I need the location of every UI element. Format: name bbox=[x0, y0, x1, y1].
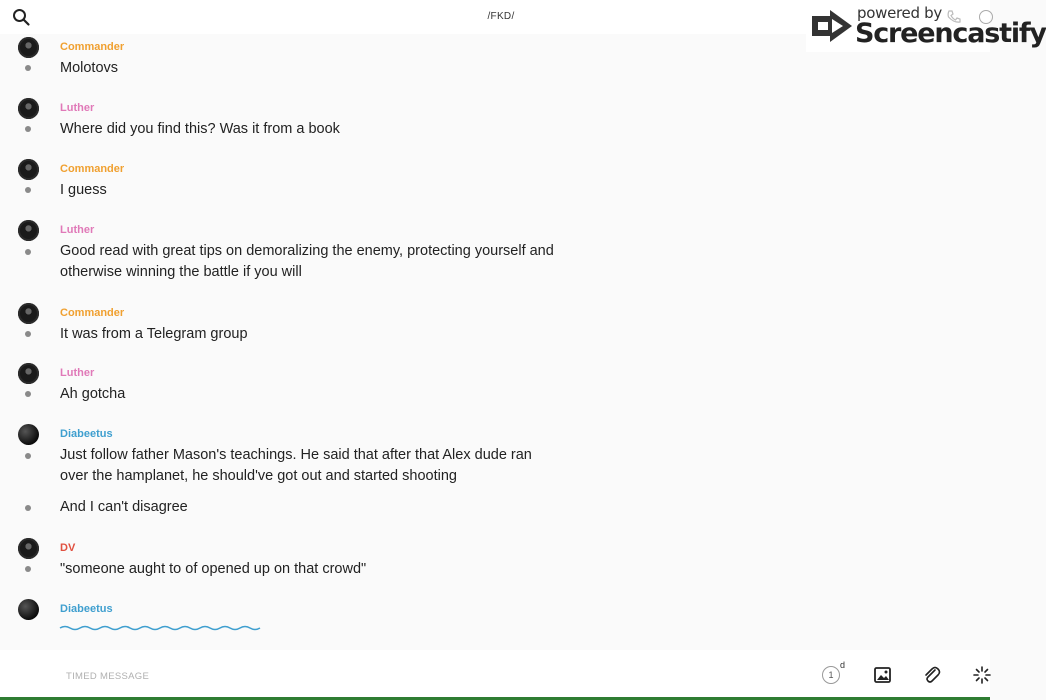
message-status-dot bbox=[25, 249, 31, 255]
message-status-dot bbox=[25, 126, 31, 132]
message-text: Good read with great tips on demoralizing the enemy, protecting yourself and otherwise winning the battle if you will bbox=[60, 243, 554, 280]
message-text: Molotovs bbox=[60, 60, 119, 76]
chat-title: /FKD/ bbox=[487, 11, 515, 22]
watermark-brand-text: Screencastify bbox=[855, 18, 1046, 49]
message-text: "someone aught to of opened up on that crowd" bbox=[60, 561, 367, 577]
loading-spinner-icon[interactable] bbox=[972, 665, 992, 685]
message-author[interactable]: Commander bbox=[60, 41, 125, 53]
message-status-dot bbox=[25, 566, 31, 572]
message-status-dot bbox=[25, 331, 31, 337]
avatar[interactable] bbox=[18, 37, 39, 58]
paperclip-icon[interactable] bbox=[922, 665, 942, 685]
avatar[interactable] bbox=[18, 363, 39, 384]
message-status-dot bbox=[25, 391, 31, 397]
avatar[interactable] bbox=[18, 424, 39, 445]
message-status-dot bbox=[25, 453, 31, 459]
message-author[interactable]: Commander bbox=[60, 163, 125, 175]
watermark-small-text: powered by bbox=[857, 4, 942, 22]
message-text: And I can't disagree bbox=[60, 499, 188, 515]
timer-unit: d bbox=[840, 660, 846, 670]
message-list bbox=[0, 34, 990, 632]
avatar[interactable] bbox=[18, 159, 39, 180]
message-author[interactable]: DV bbox=[60, 542, 76, 554]
message-text: Just follow father Mason's teachings. He said that after that Alex dude ran over the hamplanet, he should've got out and started shooting bbox=[60, 447, 532, 484]
avatar[interactable] bbox=[18, 220, 39, 241]
redacted-text-scribble bbox=[60, 625, 260, 631]
composer-bar bbox=[0, 650, 990, 700]
avatar[interactable] bbox=[18, 599, 39, 620]
message-status-dot bbox=[25, 505, 31, 511]
message-author[interactable]: Luther bbox=[60, 102, 95, 114]
image-icon[interactable] bbox=[873, 665, 893, 685]
message-author[interactable]: Diabeetus bbox=[60, 603, 113, 615]
info-icon[interactable] bbox=[979, 10, 993, 24]
avatar[interactable] bbox=[18, 538, 39, 559]
message-text: I guess bbox=[60, 182, 107, 198]
timed-message-input[interactable] bbox=[64, 665, 568, 687]
message-text: Where did you find this? Was it from a book bbox=[60, 121, 340, 137]
message-text: It was from a Telegram group bbox=[60, 326, 248, 342]
avatar[interactable] bbox=[18, 303, 39, 324]
phone-icon[interactable] bbox=[946, 9, 962, 25]
message-author[interactable]: Commander bbox=[60, 307, 125, 319]
message-author[interactable]: Diabeetus bbox=[60, 428, 113, 440]
timer-value: 1 bbox=[822, 666, 840, 684]
message-text: Ah gotcha bbox=[60, 386, 126, 402]
message-author[interactable]: Luther bbox=[60, 367, 95, 379]
message-status-dot bbox=[25, 65, 31, 71]
message-status-dot bbox=[25, 187, 31, 193]
avatar[interactable] bbox=[18, 98, 39, 119]
message-author[interactable]: Luther bbox=[60, 224, 95, 236]
timer-button[interactable] bbox=[822, 660, 846, 686]
